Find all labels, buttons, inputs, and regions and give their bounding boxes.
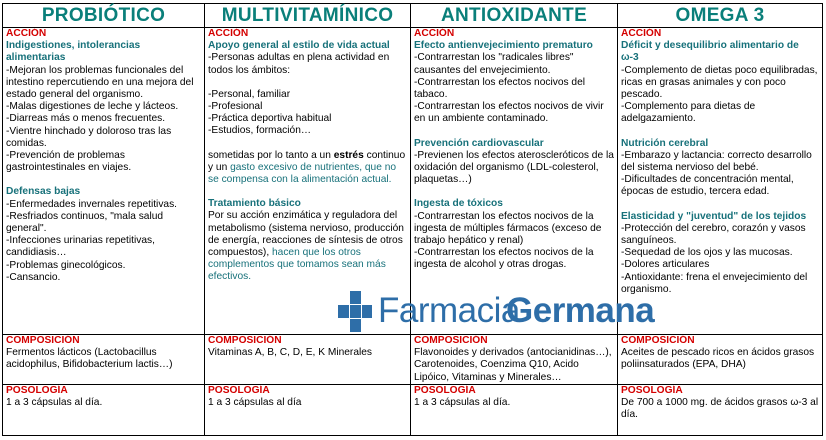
- logo-word-germana: Germana: [506, 291, 655, 330]
- multivitaminico-sub1: Apoyo general al estilo de vida actual: [208, 40, 390, 52]
- antioxidante-posologia-cell: [411, 384, 618, 435]
- header-multivitaminico: MULTIVITAMÍNICO: [205, 4, 411, 28]
- probiotico-line: -Malas digestiones de leche y lácteos.: [6, 101, 179, 113]
- composicion-label: COMPOSICIÓN: [208, 335, 282, 346]
- antioxidante-accion-cell: [411, 28, 618, 335]
- omega3-line: -Antioxidante: frena el envejecimiento del organismo.: [621, 271, 808, 295]
- omega3-posologia: De 700 a 1000 mg. de ácidos grasos ω-3 al día.: [621, 397, 819, 421]
- composicion-label: COMPOSICIÓN: [6, 335, 80, 346]
- stress-word: estrés: [333, 149, 364, 161]
- probiotico-composicion: Fermentos lácticos (Lactobacillus acidophilus, Bifidobacterium lactis…): [6, 347, 173, 371]
- probiotico-sub2: Defensas bajas: [6, 186, 81, 198]
- logo-word-farmacia: Farmacia: [378, 291, 520, 330]
- antioxidante-line: -Previenen los efectos ateroscleróticos de la oxidación del organismo (LDL-colesterol, plaquetas…): [414, 149, 614, 186]
- omega3-composicion-cell: [618, 335, 823, 385]
- probiotico-line: -Problemas ginecológicos.: [6, 259, 126, 271]
- efectivos-text: hacen que los otros complementos que tomamos sean más efectivos.: [208, 247, 386, 283]
- probiotico-line: -Resfriados continuos, "mala salud general".: [6, 210, 164, 235]
- multivitaminico-posologia-cell: [205, 384, 411, 435]
- omega3-line: -Dolores articulares: [621, 259, 710, 271]
- composicion-label: COMPOSICIÓN: [621, 335, 695, 346]
- antioxidante-line: -Contrarrestan los "radicales libres" causantes del envejecimiento.: [414, 52, 574, 76]
- probiotico-sub1: Indigestiones, intolerancias alimentarias: [6, 40, 141, 64]
- multivitaminico-composicion-cell: [205, 335, 411, 385]
- antioxidante-line: -Contrarrestan los efectos nocivos del tabaco.: [414, 76, 586, 101]
- probiotico-posologia-cell: [3, 384, 205, 435]
- omega3-composicion: Aceites de pescado ricos en ácidos grasos poliinsaturados (EPA, DHA): [621, 347, 815, 371]
- omega3-accion-cell: [618, 28, 823, 335]
- multivitaminico-basic-text: Por su acción enzimática y reguladora del metabolismo (sistema nervioso, producción de energía, reacciones de síntesis de otros compuestos), hacen que los otros complementos que tomamos sean más efectivos.: [208, 210, 404, 283]
- multivitaminico-posologia: 1 a 3 cápsulas al día: [208, 397, 302, 409]
- probiotico-line: -Diarreas más o menos frecuentes.: [6, 113, 166, 125]
- accion-label: ACCIÓN: [208, 28, 249, 39]
- probiotico-line: -Cansancio.: [6, 271, 61, 283]
- omega3-line: -Sequedad de los ojos y las mucosas.: [621, 247, 793, 259]
- antioxidante-composicion-cell: [411, 335, 618, 385]
- antioxidante-posologia: 1 a 3 cápsulas al día.: [414, 397, 511, 409]
- antioxidante-line: -Contrarrestan los efectos nocivos de vivir en un ambiente contaminado.: [414, 101, 604, 125]
- header-probiotico: PROBIÓTICO: [3, 4, 205, 28]
- posologia-label: POSOLOGÍA: [621, 384, 683, 396]
- antioxidante-sub3: Ingesta de tóxicos: [414, 198, 503, 210]
- antioxidante-sub2: Prevención cardiovascular: [414, 137, 544, 149]
- antioxidante-line: -Contrarrestan los efectos nocivos de la ingesta de múltiples fármacos (exceso de trabajo hepático y renal): [414, 210, 602, 247]
- composicion-row: [3, 335, 823, 385]
- multivitaminico-list-item: -Profesional: [208, 101, 263, 113]
- probiotico-line: -Infecciones urinarias repetitivas, candidiasis…: [6, 235, 155, 259]
- omega3-sub2: Nutrición cerebral: [621, 137, 709, 149]
- probiotico-line: -Mejoran los problemas funcionales del intestino repercutiendo en una mejora del estado general del organismo.: [6, 64, 194, 101]
- probiotico-posologia: 1 a 3 cápsulas al día.: [6, 397, 103, 409]
- accion-row: [3, 28, 823, 335]
- omega3-line: -Complemento de dietas poco equilibradas, ricas en grasas animales y con poco pescado.: [621, 64, 818, 101]
- probiotico-line: -Enfermedades invernales repetitivas.: [6, 198, 178, 210]
- posologia-label: POSOLOGÍA: [6, 384, 68, 396]
- multivitaminico-list-item: -Práctica deportiva habitual: [208, 113, 332, 125]
- multivitaminico-accion-cell: [205, 28, 411, 335]
- gasto-excesivo-text: gasto excesivo de nutrientes, que no se compensa con la alimentación actual.: [208, 161, 397, 186]
- omega3-line: -Protección del cerebro, corazón y vasos sanguíneos.: [621, 222, 806, 247]
- multivitaminico-composicion: Vitaminas A, B, C, D, E, K Minerales: [208, 347, 373, 359]
- antioxidante-line: -Contrarrestan los efectos nocivos de la ingesta de alcohol y otras drogas.: [414, 247, 594, 271]
- accion-label: ACCIÓN: [414, 28, 455, 39]
- omega3-posologia-cell: [618, 384, 823, 435]
- omega3-sub1: Déficit y desequilibrio alimentario de ω-3: [621, 40, 799, 64]
- probiotico-composicion-cell: [3, 335, 205, 385]
- omega3-sub3: Elasticidad y "juventud" de los tejidos: [621, 210, 807, 222]
- antioxidante-composicion: Flavonoides y derivados (antocianidinas…), Carotenoides, Coenzima Q10, Acido Lipóico, Vitaminas y Minerales…: [414, 347, 612, 383]
- composicion-label: COMPOSICIÓN: [414, 335, 488, 346]
- header-row: [3, 4, 823, 28]
- multivitaminico-sub2: Tratamiento básico: [208, 198, 301, 210]
- omega3-line: -Embarazo y lactancia: correcto desarrollo del sistema nervioso del bebé.: [621, 149, 812, 174]
- posologia-label: POSOLOGÍA: [208, 384, 270, 396]
- posologia-label: POSOLOGÍA: [414, 384, 476, 396]
- header-antioxidante: ANTIOXIDANTE: [411, 4, 618, 28]
- comparison-table: [2, 3, 823, 436]
- multivitaminico-list-item: -Personal, familiar: [208, 88, 291, 100]
- omega3-line: -Dificultades de concentración mental, épocas de estudio, tercera edad.: [621, 174, 794, 198]
- probiotico-line: -Prevención de problemas gastrointestinales en viajes.: [6, 150, 132, 174]
- posologia-row: [3, 384, 823, 435]
- omega3-line: -Complemento para dietas de adelgazamiento.: [621, 101, 756, 125]
- multivitaminico-intro: -Personas adultas en plena actividad en todos los ámbitos:: [208, 52, 390, 76]
- probiotico-accion-cell: [3, 28, 205, 335]
- accion-label: ACCIÓN: [6, 28, 47, 39]
- accion-label: ACCIÓN: [621, 28, 662, 39]
- multivitaminico-stress-text: sometidas por lo tanto a un estrés continuo y un gasto excesivo de nutrientes, que no se compensa con la alimentación actual.: [208, 149, 406, 186]
- multivitaminico-list-item: -Estudios, formación…: [208, 125, 312, 137]
- header-omega3: OMEGA 3: [618, 4, 823, 28]
- antioxidante-sub1: Efecto antienvejecimiento prematuro: [414, 40, 593, 52]
- probiotico-line: -Vientre hinchado y doloroso tras las comidas.: [6, 125, 172, 149]
